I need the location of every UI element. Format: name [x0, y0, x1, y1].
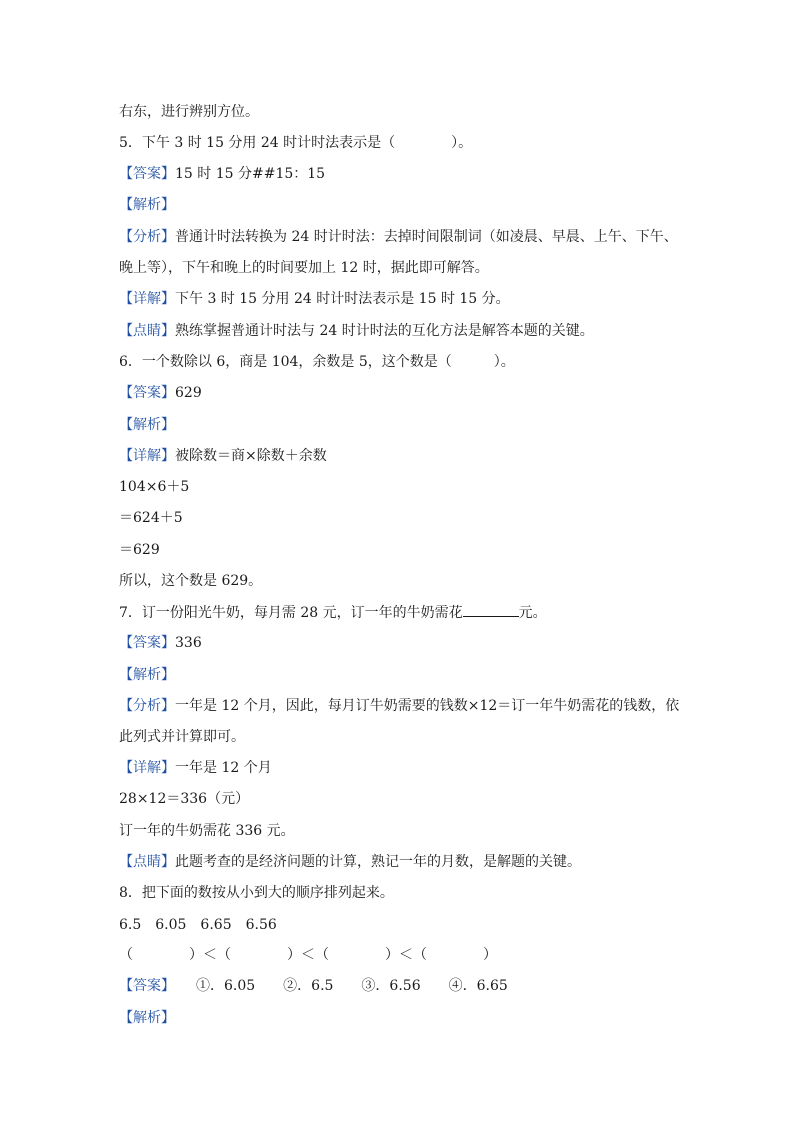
- detail-tag: 【详解】: [119, 760, 175, 776]
- conclusion-line: 订一年的牛奶需花 336 元。: [119, 823, 295, 839]
- detail-tag: 【详解】: [119, 291, 175, 307]
- comment-tag: 【点睛】: [119, 854, 175, 870]
- calc-line: 28×12＝336（元）: [119, 791, 250, 807]
- detail-text: 一年是 12 个月: [175, 760, 272, 776]
- answer-tag: 【答案】: [119, 978, 168, 994]
- fenxi-text: 普通计时法转换为 24 时计时法：去掉时间限制词（如凌晨、早晨、上午、下午、: [175, 229, 678, 245]
- analysis-line: [119, 416, 679, 434]
- analysis-tag: 【解析】: [119, 197, 175, 213]
- ordering-blanks: （ ）＜（ ）＜（ ）＜（ ）: [119, 947, 497, 963]
- analysis-tag: 【解析】: [119, 417, 175, 433]
- answer-line: [119, 634, 679, 652]
- analysis-tag: 【解析】: [119, 1010, 175, 1026]
- question-7-text: 7．订一份阳光牛奶，每月需 28 元，订一年的牛奶需花: [119, 605, 463, 621]
- comment-line: [119, 853, 679, 871]
- fenxi-line: [119, 228, 679, 246]
- answer-tag: 【答案】: [119, 166, 175, 182]
- question-8: 8．把下面的数按从小到大的顺序排列起来。: [119, 885, 394, 901]
- answer-text: 15 时 15 分##15：15: [175, 166, 326, 182]
- text-line: 晚上等），下午和晚上的时间要加上 12 时，据此即可解答。: [119, 260, 489, 276]
- fenxi-text: 一年是 12 个月，因此，每月订牛奶需要的钱数×12＝订一年牛奶需花的钱数，依: [175, 698, 680, 714]
- detail-line: [119, 447, 679, 465]
- question-7-unit: 元。: [518, 605, 547, 621]
- comment-line: [119, 322, 679, 340]
- answer-blank: [463, 603, 519, 617]
- answer-tag: 【答案】: [119, 635, 175, 651]
- fenxi-tag: 【分析】: [119, 698, 175, 714]
- analysis-tag: 【解析】: [119, 667, 175, 683]
- analysis-line: [119, 1009, 679, 1027]
- conclusion-line: 所以，这个数是 629。: [119, 573, 263, 589]
- analysis-line: [119, 666, 679, 684]
- analysis-line: [119, 196, 679, 214]
- numbers-line: 6.5 6.05 6.65 6.56: [119, 917, 277, 933]
- answer-line: [119, 384, 679, 402]
- answer-text: 629: [175, 385, 202, 401]
- answer-text: 336: [175, 635, 202, 651]
- comment-tag: 【点睛】: [119, 323, 175, 339]
- detail-line: [119, 290, 679, 308]
- calc-line: ＝624＋5: [119, 510, 183, 526]
- question-5: 5．下午 3 时 15 分用 24 时计时法表示是（ ）。: [119, 135, 473, 151]
- comment-text: 熟练掌握普通计时法与 24 时计时法的互化方法是解答本题的关键。: [175, 323, 594, 339]
- detail-tag: 【详解】: [119, 448, 175, 464]
- question-7: [119, 603, 679, 622]
- text-line: 此列式并计算即可。: [119, 729, 245, 745]
- answer-text: ①．6.05 ②．6.5 ③．6.56 ④．6.65: [168, 978, 508, 994]
- answer-line: [119, 977, 679, 995]
- detail-line: [119, 759, 679, 777]
- calc-line: 104×6＋5: [119, 479, 190, 495]
- question-6: 6．一个数除以 6，商是 104，余数是 5，这个数是（ ）。: [119, 354, 515, 370]
- fenxi-tag: 【分析】: [119, 229, 175, 245]
- calc-line: ＝629: [119, 542, 160, 558]
- detail-text: 下午 3 时 15 分用 24 时计时法表示是 15 时 15 分。: [175, 291, 510, 307]
- fenxi-line: [119, 697, 679, 715]
- text-line: 右东，进行辨别方位。: [119, 104, 259, 120]
- answer-tag: 【答案】: [119, 385, 175, 401]
- comment-text: 此题考查的是经济问题的计算，熟记一年的月数，是解题的关键。: [175, 854, 581, 870]
- detail-text: 被除数＝商×除数＋余数: [175, 448, 327, 464]
- answer-line: [119, 165, 679, 183]
